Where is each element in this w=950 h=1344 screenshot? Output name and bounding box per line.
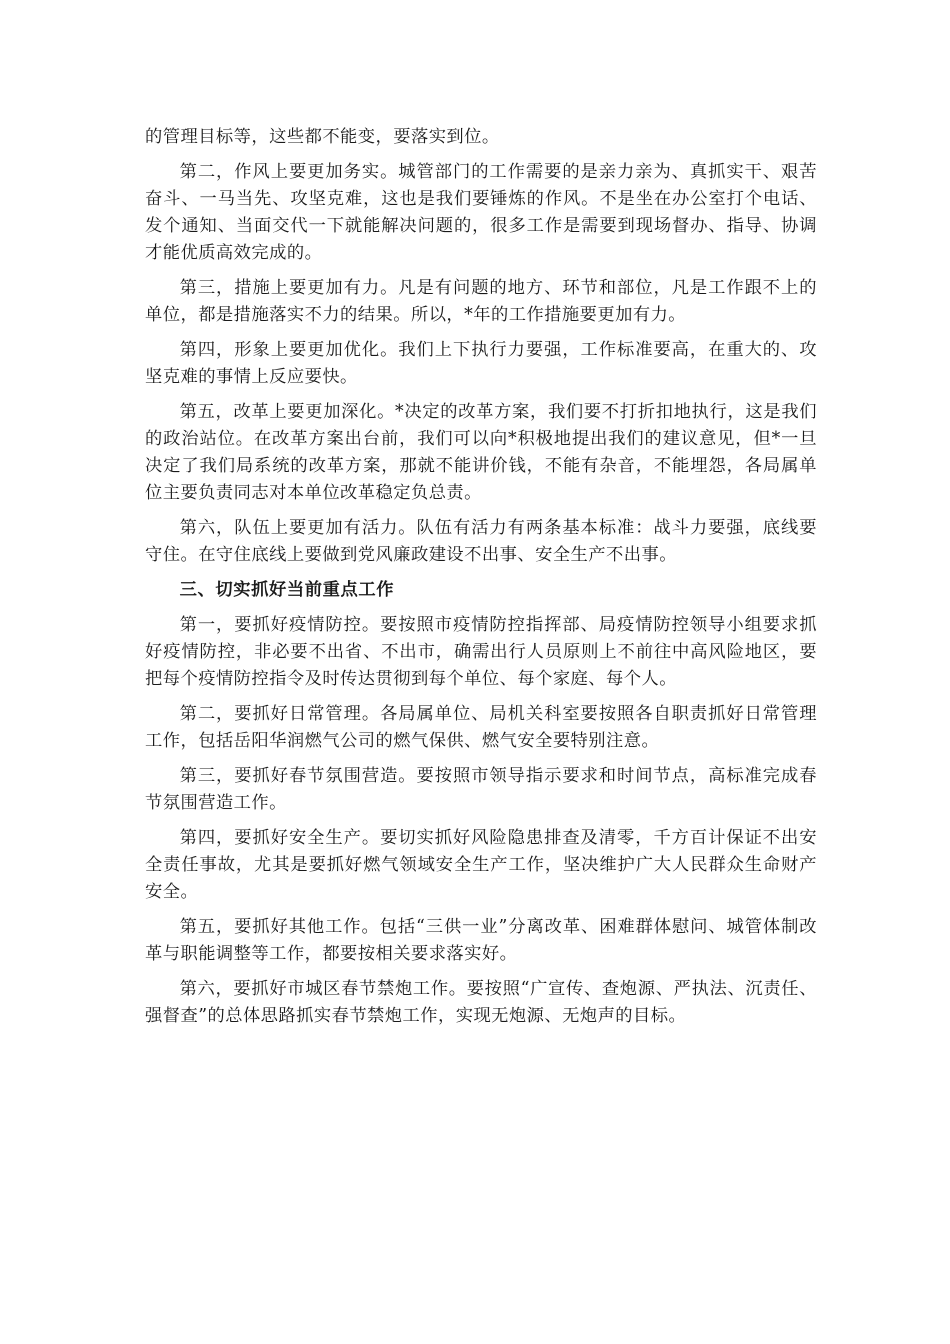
paragraph-epidemic-control: 第一，要抓好疫情防控。要按照市疫情防控指挥部、局疫情防控领导小组要求抓好疫情防控，非必要不出省、不出市，确需出行人员原则上不前往中高风险地区，要把每个疫情防控指令及时传达贯彻到每个单位、每个家庭、每个人。: [145, 615, 817, 689]
paragraph-style-practical: 第二，作风上要更加务实。城管部门的工作需要的是亲力亲为、真抓实干、艰苦奋斗、一马当先、攻坚克难，这也是我们要锤炼的作风。不是坐在办公室打个电话、发个通知、当面交代一下就能解决问题的，很多工作是需要到现场督办、指导、协调才能优质高效完成的。: [145, 162, 817, 263]
paragraph-reform-deepened: 第五，改革上要更加深化。*决定的改革方案，我们要不打折扣地执行，这是我们的政治站位。在改革方案出台前，我们可以向*积极地提出我们的建议意见，但*一旦决定了我们局系统的改革方案，那就不能讲价钱，不能有杂音，不能埋怨，各局属单位主要负责同志对本单位改革稳定负总责。: [145, 402, 817, 503]
section-heading-key-work: 三、切实抓好当前重点工作: [179, 580, 395, 600]
paragraph-image-optimized: 第四，形象上要更加优化。我们上下执行力要强，工作标准要高，在重大的、攻坚克难的事情上反应要快。: [145, 340, 817, 387]
paragraph-safety-production: 第四，要抓好安全生产。要切实抓好风险隐患排查及清零，千方百计保证不出安全责任事故，尤其是要抓好燃气领域安全生产工作，坚决维护广大人民群众生命财产安全。: [145, 828, 817, 902]
paragraph-firecracker-ban: 第六，要抓好市城区春节禁炮工作。要按照“广宣传、查炮源、严执法、沉责任、强督查”的总体思路抓实春节禁炮工作，实现无炮源、无炮声的目标。: [145, 979, 817, 1026]
paragraph-continuation: 的管理目标等，这些都不能变，要落实到位。: [145, 127, 500, 147]
document-page: [145, 124, 817, 1038]
paragraph-team-vitality: 第六，队伍上要更加有活力。队伍有活力有两条基本标准：战斗力要强，底线要守住。在守住底线上要做到党风廉政建设不出事、安全生产不出事。: [145, 518, 817, 565]
paragraph-spring-festival-atmosphere: 第三，要抓好春节氛围营造。要按照市领导指示要求和时间节点，高标准完成春节氛围营造工作。: [145, 766, 817, 813]
paragraph-measures-effective: 第三，措施上要更加有力。凡是有问题的地方、环节和部位，凡是工作跟不上的单位，都是措施落实不力的结果。所以，*年的工作措施要更加有力。: [145, 278, 817, 325]
paragraph-daily-management: 第二，要抓好日常管理。各局属单位、局机关科室要按照各自职责抓好日常管理工作，包括岳阳华润燃气公司的燃气保供、燃气安全要特别注意。: [145, 704, 817, 751]
paragraph-other-work: 第五，要抓好其他工作。包括“三供一业”分离改革、困难群体慰问、城管体制改革与职能调整等工作，都要按相关要求落实好。: [145, 917, 817, 964]
